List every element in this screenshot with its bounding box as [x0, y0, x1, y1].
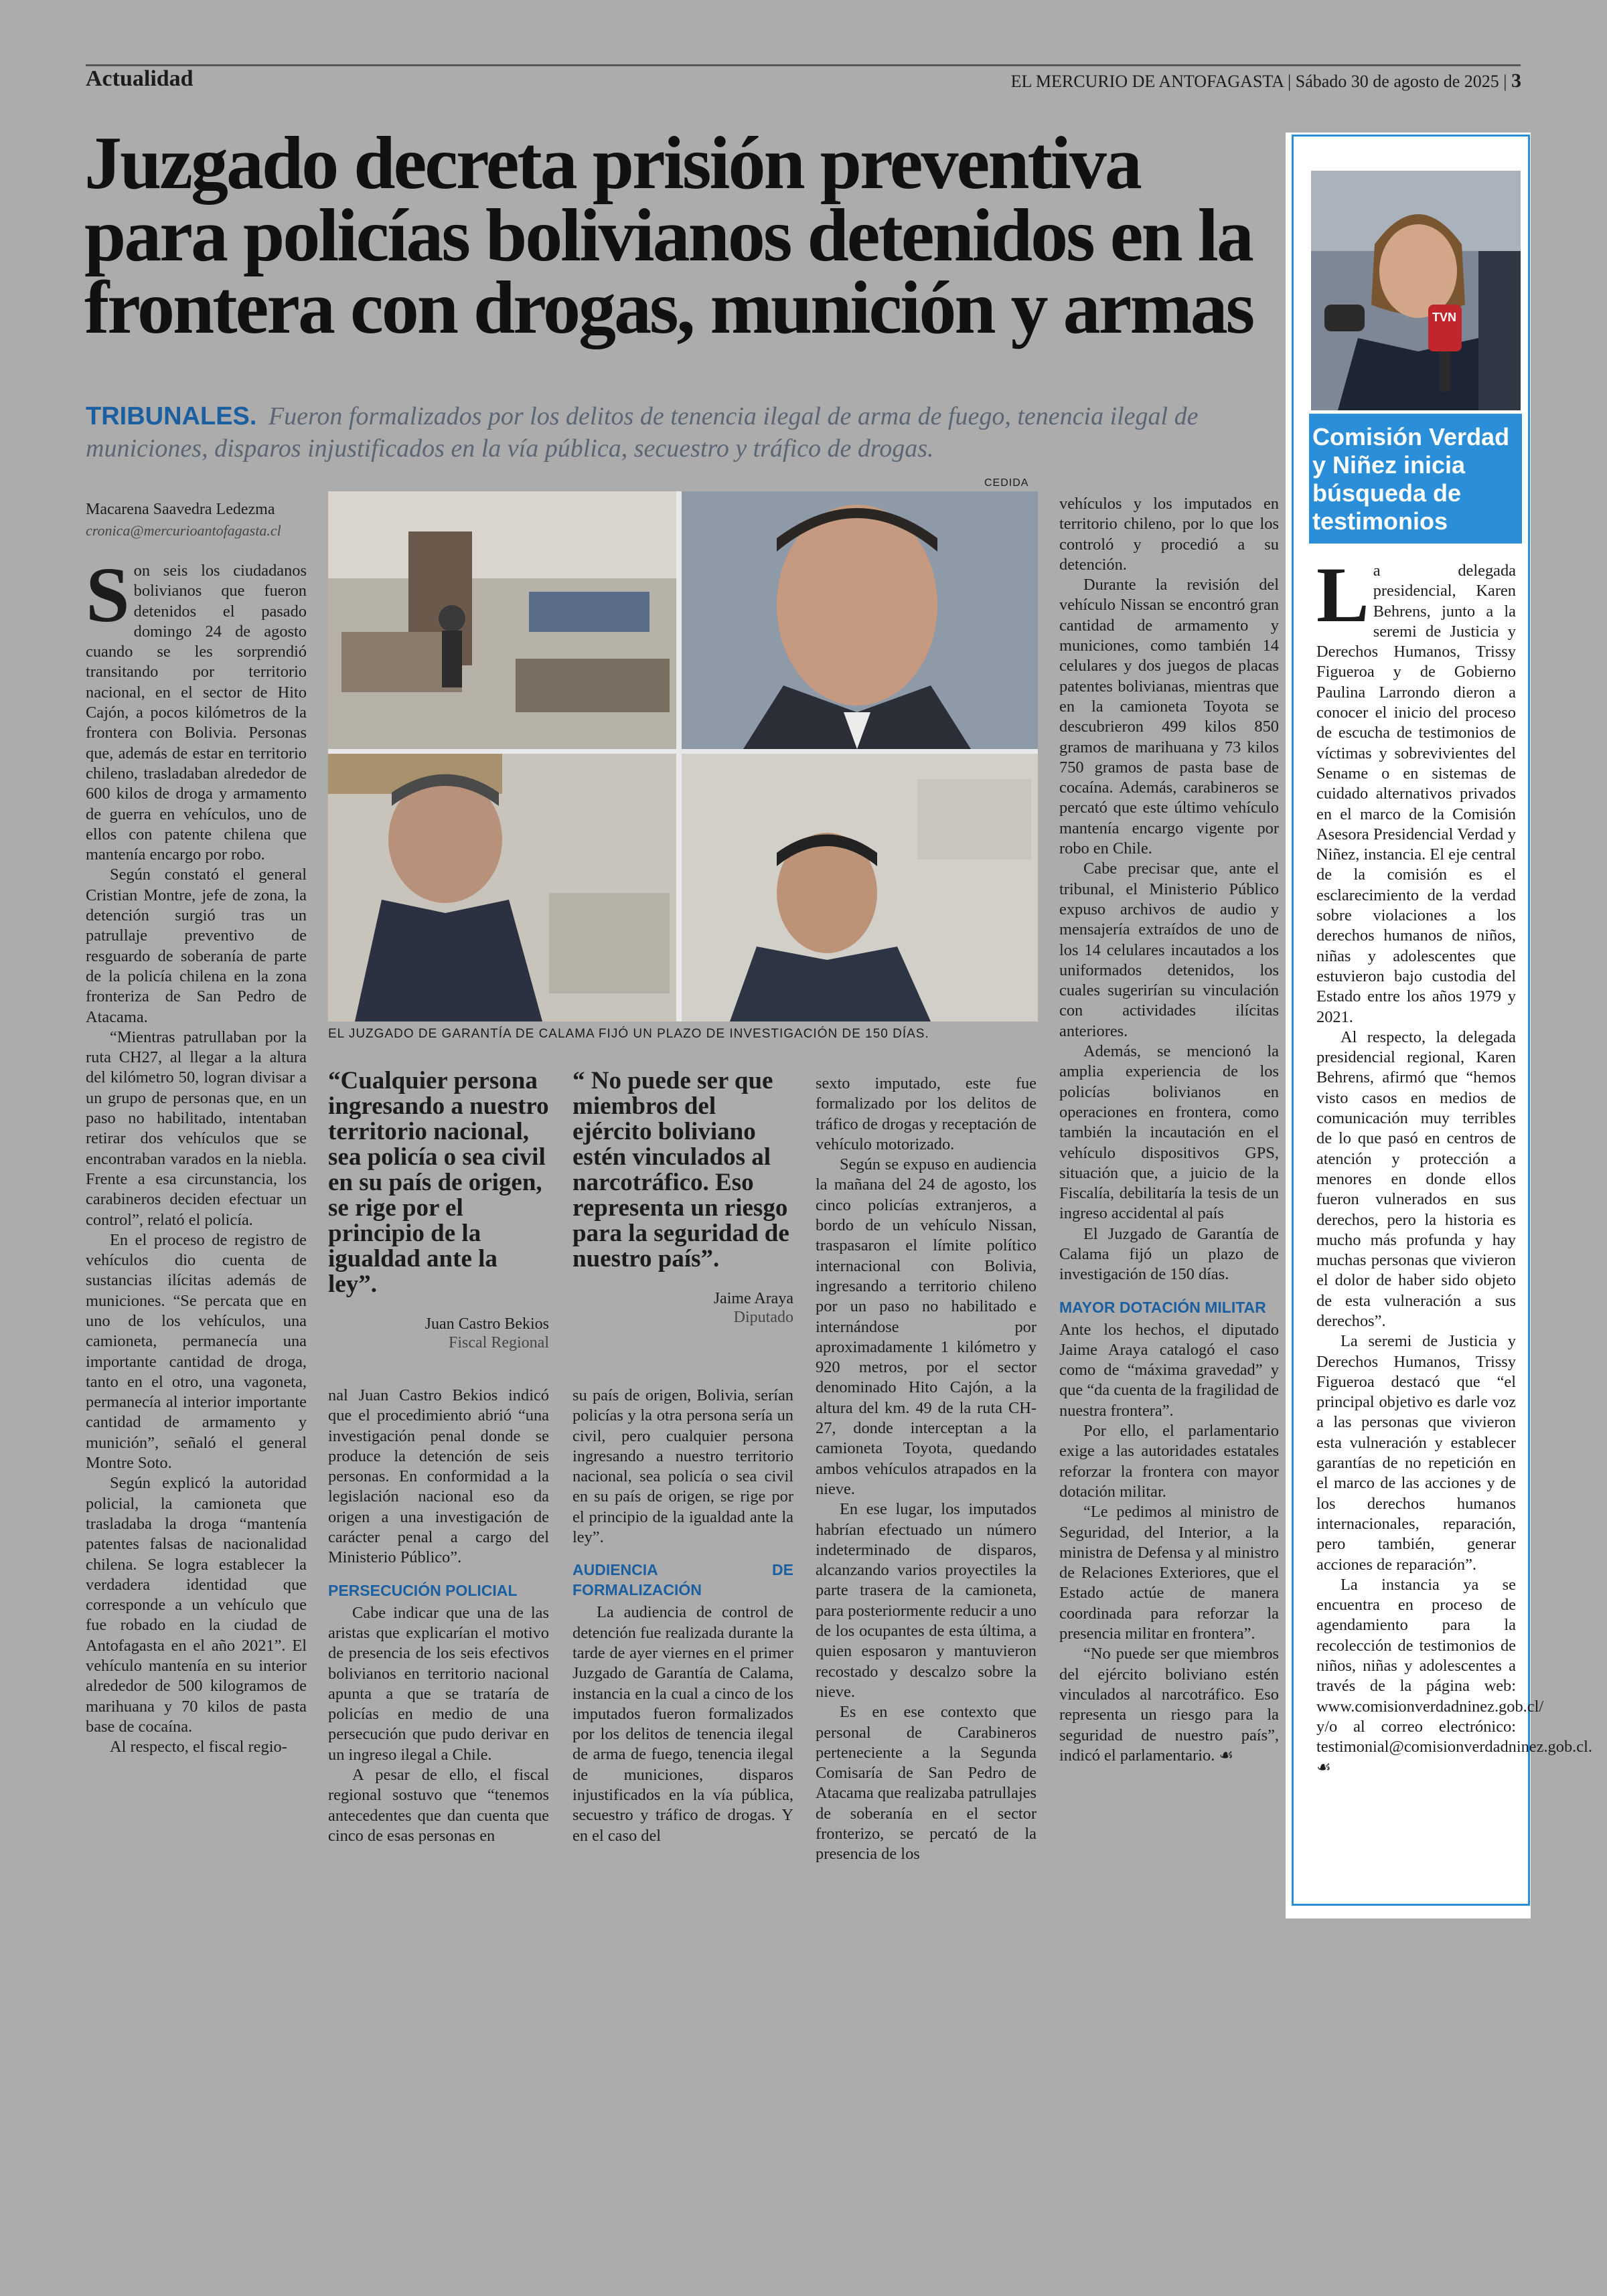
headline: Juzgado decreta prisión preventiva para policías bolivianos detenidos en la frontera con drogas, munición y armas [84, 122, 1253, 349]
paragraph: En ese lugar, los imputados habrían efectuado un número indeterminado de disparos, alcanzando varios proyectiles la parte trasera de la camioneta, para posteriormente reducir a uno de los ocupantes de esta última, a quien esposaron y mantuvieron recostado y descalzo sobre la nieve. [816, 1500, 1037, 1701]
paragraph: Según explicó la autoridad policial, la camioneta que trasladaba la droga “mantenía patentes falsas de nacionalidad chilena. Se logra establecer la verdadera identidad que corresponde a un vehículo que fue robado en la ciudad de Antofagasta en el año 2021”. El vehículo mantenía en su interior alrededor de 500 kilogramos de marihuana y 70 kilos de pasta base de cocaína. [86, 1474, 307, 1736]
author-email: cronica@mercurioantofagasta.cl [86, 522, 281, 539]
subheading: AUDIENCIA DE FORMALIZACIÓN [572, 1561, 793, 1599]
publication-line: EL MERCURIO DE ANTOFAGASTA | Sábado 30 de agosto de 2025 | 3 [1010, 70, 1521, 92]
paragraph: su país de origen, Bolivia, serían policías y la otra persona sería un civil, pero cualquier persona ingresando a nuestro territorio nacional, sea policía o sea civil en su país de origen, se rige por el principio de la igualdad ante la ley”. [572, 1386, 793, 1547]
pull-quote-text: “ No puede ser que miembros del ejército boliviano estén vinculados al narcotráfico. Eso representa un riesgo para la seguridad de nuestro país”. [572, 1067, 789, 1273]
paragraph: Es en ese contexto que personal de Carabineros perteneciente a la Segunda Comisaría de San Pedro de Atacama que realizaba patrullajes de soberanía en el sector fronterizo, se percató de la presencia de los [816, 1703, 1037, 1864]
article-column-1 [86, 551, 307, 1758]
photo-credit: CEDIDA [984, 477, 1029, 489]
pull-quote-attribution [572, 1289, 793, 1327]
publication-date: Sábado 30 de agosto de 2025 [1295, 72, 1499, 91]
article-column-5 [1059, 494, 1279, 1766]
kicker-tag: TRIBUNALES. [86, 402, 257, 430]
pull-quote-attribution [328, 1315, 549, 1352]
sidebar-paragraph: La seremi de Justicia y Derechos Humanos, Trissy Figueroa destacó que “el principal objetivo es darle voz a las personas que vivieron esta vulneración y establecer garantías de no repetición en el marco de las acciones y de los derechos humanos internacionales, reparación, pero también, generar acciones de reparación”. [1316, 1332, 1516, 1574]
pull-quote-2 [572, 1068, 793, 1327]
publication-name: EL MERCURIO DE ANTOFAGASTA [1010, 72, 1284, 91]
paragraph: nal Juan Castro Bekios indicó que el procedimiento abrió “una investigación penal donde se produce la detención de seis personas. En conformidad a la legislación nacional eso da origen a una investigación de carácter penal a cargo del Ministerio Público”. [328, 1386, 549, 1567]
paragraph: “Le pedimos al ministro de Seguridad, del Interior, a la ministra de Defensa y al ministro de Relaciones Exteriores, que el Estado actúe de manera coordinada para reforzar la presencia militar en frontera”. [1059, 1503, 1279, 1643]
paragraph: Ante los hechos, el diputado Jaime Araya catalogó el caso como de “máxima gravedad” y que “da cuenta de la fragilidad de nuestra frontera”. [1059, 1320, 1279, 1420]
paragraph: Según constató el general Cristian Montre, jefe de zona, la detención surgió tras un patrullaje preventivo de resguardo de soberanía de parte de la policía chilena en la zona fronteriza de San Pedro de Atacama. [86, 866, 307, 1026]
delegate-photo [1311, 171, 1521, 410]
photo-caption: EL JUZGADO DE GARANTÍA DE CALAMA FIJÓ UN PLAZO DE INVESTIGACIÓN DE 150 DÍAS. [328, 1027, 929, 1041]
paragraph: “Mientras patrullaban por la ruta CH27, al llegar a la altura del kilómetro 50, logran divisar a un grupo de personas que, en un paso no habilitado, intentaban retirar dos vehículos que se encontraban varados en la niebla. Frente a esa circunstancia, los carabineros deciden efectuar un control”, relató el policía. [86, 1028, 307, 1229]
court-collage [328, 491, 1038, 1021]
paragraph: Cabe indicar que una de las aristas que explicarían el motivo de presencia de los seis efectivos bolivianos en territorio nacional apunta a que se trataría de policías en medio de una persecución que pudo derivar en un ingreso ilegal a Chile. [328, 1603, 549, 1764]
sidebar-body [1316, 551, 1592, 1778]
kicker [86, 400, 1278, 465]
pull-quote-1 [328, 1068, 549, 1352]
sidebar-photo [1311, 171, 1521, 410]
kicker-text: Fueron formalizados por los delitos de tenencia ilegal de arma de fuego, tenencia ilegal de municiones, disparos injustificados en la vía pública, secuestro y tráfico de drogas. [86, 402, 1199, 463]
paragraph: Además, se mencionó la amplia experiencia de los policías bolivianos en operaciones en frontera, como también la incautación en el vehículo dispositivos GPS, situación que, a juicio de la Fiscalía, debilitaría la tesis de un ingreso accidental al país [1059, 1042, 1279, 1223]
subheading: MAYOR DOTACIÓN MILITAR [1059, 1298, 1266, 1316]
paragraph: En el proceso de registro de vehículos dio cuenta de sustancias ilícitas además de municiones. “Se percata que en uno de los vehículos, una camioneta, permanecía una importante cantidad de droga, tanto en el otro, una vagoneta, permanecía al interior importante cantidad de armamento y munición”, señaló el general Montre Soto. [86, 1230, 307, 1473]
paragraph: Cabe precisar que, ante el tribunal, el Ministerio Público expuso archivos de audio y mensajería extraídos de uno de los 14 celulares incautados a los uniformados detenidos, los cuales sugerirían su vinculación con actividades ilícitas anteriores. [1059, 859, 1279, 1040]
paragraph: Según se expuso en audiencia la mañana del 24 de agosto, los cinco policías extranjeros, a bordo de un vehículo Nissan, traspasaron el límite político internacional con Bolivia, ingresando a territorio chileno por un paso no habilitado e internándose por aproximadamente 1 kilómetro y 920 metros, por el sector denominado Hito Cajón, a la altura del km. 49 de la ruta CH-27, donde interceptan a la camioneta Toyota, quedando ambos vehículos atrapados en la nieve. [816, 1155, 1037, 1498]
sidebar-paragraph: La instancia ya se encuentra en proceso de agendamiento para la recolección de testimonios de niños, niñas y adolescentes a través de la página web: www.comisionverdadninez.gob.cl/ y/o al correo electrónico: testimonial@comisionverdadninez.gob.cl. ☙ [1316, 1575, 1592, 1777]
pull-quote-text: “Cualquier persona ingresando a nuestro territorio nacional, sea policía o sea civil en su país de origen, se rige por el principio de la igualdad ante la ley”. [328, 1067, 549, 1298]
quote-role: Diputado [733, 1309, 793, 1326]
dropcap: S [86, 551, 130, 639]
sidebar-paragraph: Al respecto, la delegada presidencial regional, Karen Behrens, afirmó que “hemos visto casos en medios de comunicación muy terribles de lo que pasó en centros de atención y protección a menores en donde ellos fueron vulnerados en sus derechos, pero la historia es mucho más profunda y hay muchas personas que vivieron el dolor de haber sido objeto de esta vulneración a sus derechos”. [1316, 1028, 1516, 1330]
article-column-4 [816, 1074, 1037, 1865]
paragraph: on seis los ciudadanos bolivianos que fueron detenidos el pasado domingo 24 de agosto cuando se les sorprendió transitando por territorio nacional, en el sector de Hito Cajón, a pocos kilómetros de la frontera con Bolivia. Personas que, además de estar en territorio chileno, trasladaban alrededor de 600 kilos de droga y armamento de guerra en vehículos, uno de ellos con patente chilena que mantenía encargo por robo. [86, 562, 307, 864]
sidebar-title: Comisión Verdad y Niñez inicia búsqueda de testimonios [1312, 423, 1510, 535]
paragraph: vehículos y los imputados en territorio chileno, por lo que los controló y procedió a su detención. [1059, 495, 1279, 574]
paragraph: sexto imputado, este fue formalizado por los delitos de tráfico de drogas y receptación de vehículo motorizado. [816, 1074, 1037, 1153]
byline: Macarena Saavedra Ledezma [86, 501, 275, 518]
article-column-2 [328, 1386, 549, 1846]
paragraph: A pesar de ello, el fiscal regional sostuvo que “tenemos antecedentes que dan cuenta que cinco de esas personas en [328, 1766, 549, 1845]
paragraph: Durante la revisión del vehículo Nissan se encontró gran cantidad de armamento y municiones, como también 14 celulares y dos juegos de placas patentes bolivianas, mientras que en la camioneta Toyota se descubrieron 499 kilos 850 gramos de marihuana y 73 kilos 750 gramos de pasta base de cocaína. Además, carabineros se percató que este último vehículo mantenía encargo vigente por robo en Chile. [1059, 576, 1279, 858]
quote-author: Juan Castro Bekios [425, 1315, 549, 1333]
tvn-logo: TVN [1432, 311, 1456, 324]
paragraph: “No puede ser que miembros del ejército boliviano estén vinculados al narcotráfico. Eso representa un riesgo para la seguridad de nuestro país”, indicó el parlamentario. ☙ [1059, 1645, 1279, 1765]
paragraph: Al respecto, el fiscal regio- [110, 1738, 287, 1756]
section-label: Actualidad [86, 66, 194, 91]
subheading: PERSECUCIÓN POLICIAL [328, 1581, 518, 1599]
paragraph: El Juzgado de Garantía de Calama fijó un plazo de investigación de 150 días. [1059, 1224, 1279, 1284]
article-column-3 [572, 1386, 793, 1846]
sidebar-dropcap: L [1316, 551, 1369, 639]
quote-role: Fiscal Regional [449, 1334, 549, 1351]
sidebar-paragraph: a delegada presidencial, Karen Behrens, junto a la seremi de Justicia y Derechos Humanos, Trissy Figueroa y de Gobierno Paulina Larrondo dieron a conocer el inicio del proceso de escucha de testimonios de víctimas y sobrevivientes del Sename o en sistemas de cuidado alternativos privados en el marco de la Comisión Asesora Presidencial Verdad y Niñez, instancia. El eje central de la comisión es el esclarecimiento de la verdad sobre violaciones a los derechos humanos de niños, niñas y adolescentes que estuvieron bajo custodia del Estado entre los años 1979 y 2021. [1316, 562, 1516, 1026]
paragraph: Por ello, el parlamentario exige a las autoridades estatales reforzar la frontera con mayor dotación militar. [1059, 1422, 1279, 1501]
page-number: 3 [1511, 70, 1521, 92]
quote-author: Jaime Araya [713, 1290, 793, 1307]
paragraph: La audiencia de control de detención fue realizada durante la tarde de ayer viernes en el primer Juzgado de Garantía de Calama, instancia en la cual a cinco de los imputados fueron formalizados por los delitos de tenencia ilegal de arma de fuego, tenencia ilegal de municiones, disparos injustificados en la vía pública, secuestro y tráfico de drogas. Y en el caso del [572, 1603, 793, 1845]
court-video-photo [328, 491, 1038, 1021]
